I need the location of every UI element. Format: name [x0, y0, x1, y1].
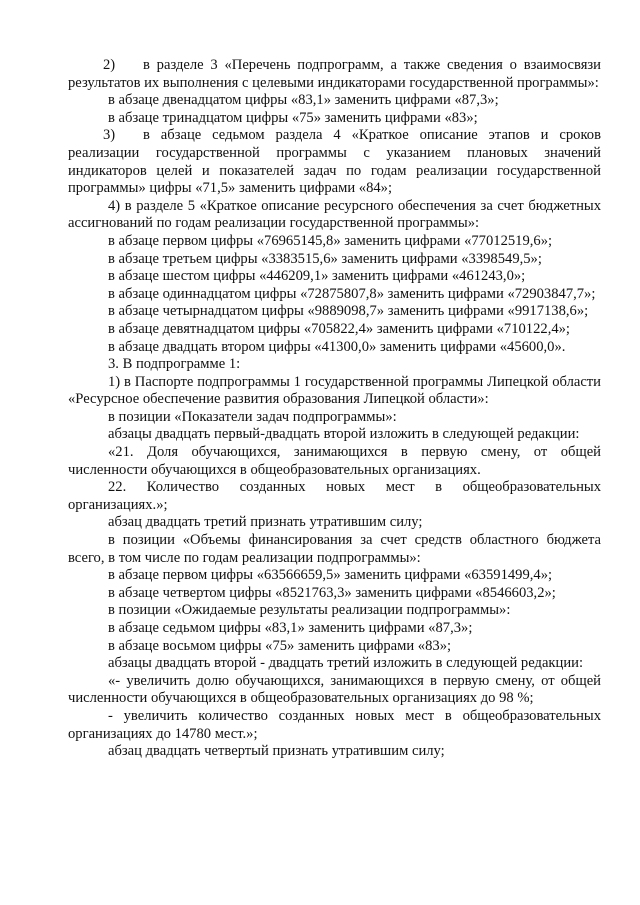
paragraph: в абзаце шестом цифры «446209,1» заменить цифрами «461243,0»;	[108, 268, 526, 285]
paragraph: в абзаце третьем цифры «3383515,6» заменить цифрами «3398549,5»;	[108, 250, 542, 267]
paragraph: «21. Доля обучающихся, занимающихся в первую смену, от общей численности обучающихся в общеобразовательных организациях.	[68, 444, 601, 478]
paragraph: в абзаце двадцать втором цифры «41300,0» заменить цифрами «45600,0».	[108, 338, 566, 355]
list-number: 2)	[103, 57, 116, 73]
paragraph-text: в разделе 3 «Перечень подпрограмм, а также сведения о взаимосвязи результатов их выполнения с целевыми индикаторами государственной программы»:	[68, 57, 601, 91]
section-heading: 3. В подпрограмме 1:	[108, 356, 241, 373]
paragraph: в абзаце седьмом цифры «83,1» заменить цифрами «87,3»;	[108, 620, 473, 636]
paragraph: - увеличить количество созданных новых мест в общеобразовательных организациях до 14780 мест.»;	[68, 707, 601, 742]
paragraph: абзац двадцать третий признать утратившим силу;	[108, 514, 423, 531]
paragraph: в абзаце тринадцатом цифры «75» заменить цифрами «83»;	[108, 109, 478, 126]
paragraph: в абзаце двенадцатом цифры «83,1» заменить цифрами «87,3»;	[108, 92, 499, 109]
paragraph: в позиции «Объемы финансирования за счет средств областного бюджета всего, в том числе по годам реализации подпрограммы»:	[68, 532, 601, 566]
paragraph: абзацы двадцать второй - двадцать третий изложить в следующей редакции:	[108, 655, 583, 672]
list-number: 3)	[103, 127, 116, 144]
paragraph-item-2	[68, 57, 601, 92]
paragraph: в абзаце одиннадцатом цифры «72875807,8» заменить цифрами «72903847,7»;	[108, 285, 596, 302]
paragraph: абзацы двадцать первый-двадцать второй изложить в следующей редакции:	[108, 426, 580, 443]
paragraph: в абзаце четвертом цифры «8521763,3» заменить цифрами «8546603,2»;	[108, 584, 556, 601]
paragraph: 1) в Паспорте подпрограммы 1 государственной программы Липецкой области «Ресурсное обеспечение развития образования Липецкой области»:	[68, 373, 601, 408]
paragraph: 22. Количество созданных новых мест в общеобразовательных организациях.»;	[68, 479, 601, 513]
paragraph: 4) в разделе 5 «Краткое описание ресурсного обеспечения за счет бюджетных ассигнований по годам реализации государственной программы»:	[68, 197, 601, 232]
paragraph-text: в абзаце седьмом раздела 4 «Краткое описание этапов и сроков реализации государственной программы с указанием плановых значений индикаторов целей и показателей задач по годам реализации государственной программы» цифры «71,5» заменить цифрами «84»;	[68, 127, 601, 197]
paragraph: в позиции «Ожидаемые результаты реализации подпрограммы»:	[108, 602, 511, 619]
paragraph: в абзаце восьмом цифры «75» заменить цифрами «83»;	[108, 637, 452, 654]
paragraph-item-3	[68, 127, 601, 197]
paragraph: в абзаце девятнадцатом цифры «705822,4» заменить цифрами «710122,4»;	[108, 320, 570, 337]
paragraph: абзац двадцать четвертый признать утратившим силу;	[108, 743, 445, 760]
paragraph: «- увеличить долю обучающихся, занимающихся в первую смену, от общей численности обучающихся в общеобразовательных организациях до 98 %;	[68, 672, 601, 707]
paragraph: в абзаце четырнадцатом цифры «9889098,7» заменить цифрами «9917138,6»;	[108, 303, 589, 320]
paragraph: в абзаце первом цифры «76965145,8» заменить цифрами «77012519,6»;	[108, 232, 553, 249]
paragraph: в абзаце первом цифры «63566659,5» заменить цифрами «63591499,4»;	[108, 567, 553, 584]
paragraph: в позиции «Показатели задач подпрограммы»:	[108, 408, 397, 425]
